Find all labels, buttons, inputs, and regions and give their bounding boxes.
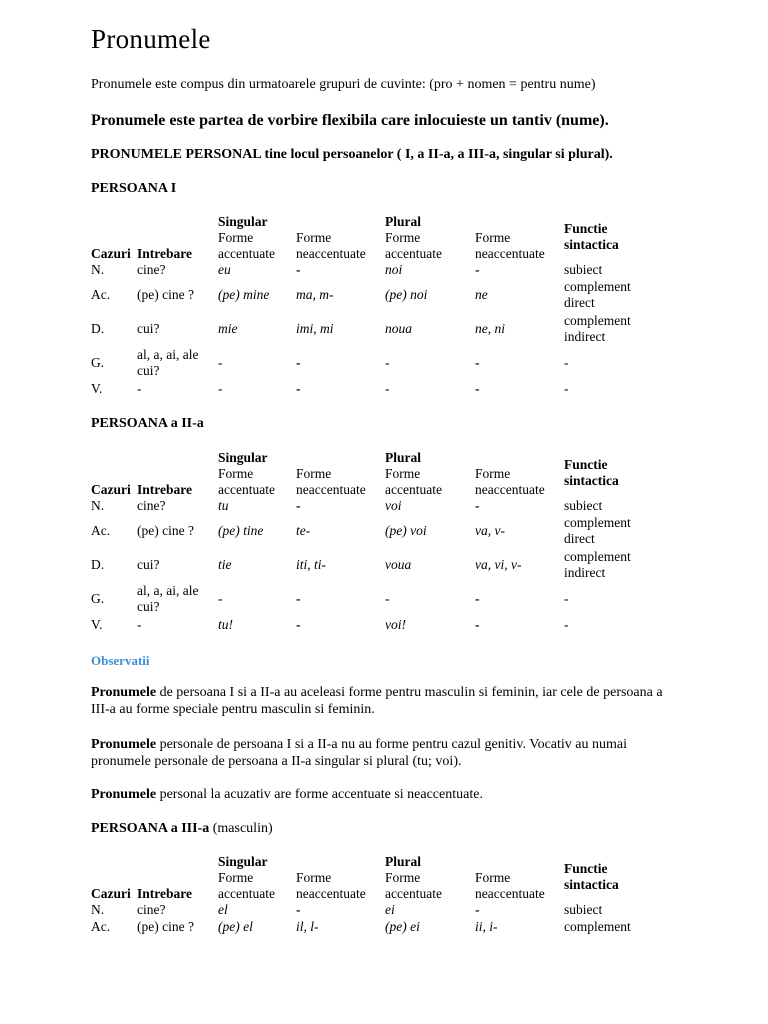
cell-intrebare: cine? — [137, 902, 166, 917]
cell-plural-accentuate: noua — [385, 321, 412, 336]
cell-singular-accentuate: tu — [218, 498, 229, 513]
cell-plural-accentuate: (pe) noi — [385, 287, 428, 302]
cell-intrebare: al, a, ai, ale cui? — [137, 347, 199, 378]
header-forme: Forme — [385, 870, 421, 885]
header-accentuate: accentuate — [385, 482, 442, 497]
page-title: Pronumele — [91, 24, 211, 54]
header-forme: Forme — [475, 466, 511, 481]
section-title-persoana-3 — [91, 820, 273, 837]
cell-plural-neaccentuate: - — [475, 355, 480, 370]
cell-intrebare: cui? — [137, 321, 160, 336]
header-functie-label: Functie — [564, 221, 608, 236]
cell-intrebare: cine? — [137, 262, 166, 277]
cell-intrebare: cui? — [137, 557, 160, 572]
cell-intrebare: (pe) cine ? — [137, 523, 194, 538]
cell-plural-neaccentuate: - — [475, 498, 480, 513]
table-row — [91, 346, 654, 380]
cell-singular-neaccentuate: - — [296, 498, 301, 513]
cell-functie: subiect — [564, 498, 603, 513]
header-cazuri: Cazuri — [91, 886, 131, 901]
cell-caz: V. — [91, 380, 103, 396]
header-plural-accentuate — [385, 852, 475, 902]
header-accentuate: accentuate — [385, 886, 442, 901]
cell-plural-neaccentuate: - — [475, 902, 480, 917]
table-row — [91, 312, 654, 346]
observation-2-bold: Pronumele — [91, 737, 157, 752]
observatii-heading: Observatii — [91, 653, 150, 668]
cell-functie: - — [564, 380, 569, 396]
cell-singular-accentuate: mie — [218, 321, 238, 336]
header-plural: Plural — [385, 214, 421, 229]
header-accentuate: accentuate — [218, 482, 275, 497]
header-sintactica-label: sintactica — [564, 237, 619, 252]
cell-singular-neaccentuate: te- — [296, 523, 311, 538]
cell-plural-neaccentuate: ne — [475, 287, 488, 302]
observation-3 — [91, 786, 671, 803]
header-forme: Forme — [475, 870, 511, 885]
observation-1-text: de persoana I si a II-a au aceleasi forme pentru masculin si feminin, iar cele de persoana a III-a au forme speciale pentru masculin si feminin. — [91, 685, 663, 717]
header-accentuate: accentuate — [218, 246, 275, 261]
cell-plural-neaccentuate: - — [475, 591, 480, 606]
cell-plural-neaccentuate: ii, i- — [475, 918, 498, 934]
cell-functie: complement indirect — [564, 313, 631, 344]
cell-functie: subiect — [564, 902, 603, 917]
header-neaccentuate: neaccentuate — [296, 886, 366, 901]
header-neaccentuate: neaccentuate — [475, 482, 545, 497]
table-row — [91, 380, 654, 397]
cell-singular-neaccentuate: - — [296, 591, 301, 606]
header-forme: Forme — [296, 466, 332, 481]
observation-2 — [91, 736, 671, 770]
header-intrebare: Intrebare — [137, 886, 192, 901]
header-forme: Forme — [296, 230, 332, 245]
cell-singular-neaccentuate: ma, m- — [296, 287, 334, 302]
cell-caz: G. — [91, 355, 105, 370]
header-singular: Singular — [218, 450, 268, 465]
cell-plural-accentuate: - — [385, 591, 390, 606]
table-row — [91, 262, 654, 278]
header-cazuri: Cazuri — [91, 482, 131, 497]
header-functie-label: Functie — [564, 861, 608, 876]
cell-plural-accentuate: (pe) ei — [385, 918, 420, 934]
table-persoana-1 — [91, 212, 654, 397]
section-title-persoana-3-sub: (masculin) — [209, 821, 273, 836]
cell-plural-neaccentuate: - — [475, 380, 480, 396]
cell-plural-accentuate: (pe) voi — [385, 523, 427, 538]
header-forme: Forme — [296, 870, 332, 885]
cell-singular-accentuate: tu! — [218, 616, 233, 632]
table-persoana-2 — [91, 448, 654, 633]
cell-functie: complement — [564, 918, 631, 934]
cell-caz: D. — [91, 321, 105, 336]
cell-plural-accentuate: - — [385, 355, 390, 370]
header-forme: Forme — [385, 230, 421, 245]
cell-functie: complement direct — [564, 279, 631, 310]
observation-1 — [91, 684, 671, 718]
table-row — [91, 498, 654, 514]
cell-caz: V. — [91, 616, 103, 632]
header-plural-accentuate — [385, 212, 475, 262]
header-plural: Plural — [385, 854, 421, 869]
header-singular-neaccentuate — [296, 852, 385, 902]
header-forme: Forme — [218, 466, 254, 481]
cell-caz: Ac. — [91, 918, 111, 934]
cell-caz: Ac. — [91, 287, 111, 302]
cell-singular-accentuate: (pe) el — [218, 918, 253, 934]
observation-3-bold: Pronumele — [91, 787, 157, 802]
header-singular-accentuate — [218, 852, 296, 902]
table-header-row — [91, 448, 654, 498]
cell-plural-accentuate: - — [385, 380, 390, 396]
personal-pronoun-line: PRONUMELE PERSONAL tine locul persoanelor ( I, a II-a, a III-a, singular si plural). — [91, 147, 613, 162]
cell-intrebare: - — [137, 616, 142, 632]
header-forme: Forme — [475, 230, 511, 245]
header-cazuri: Cazuri — [91, 246, 131, 261]
cell-plural-neaccentuate: ne, ni — [475, 321, 505, 336]
cell-caz: D. — [91, 557, 105, 572]
cell-caz: N. — [91, 902, 105, 917]
cell-singular-neaccentuate: - — [296, 902, 301, 917]
cell-singular-accentuate: el — [218, 902, 228, 917]
header-plural-accentuate — [385, 448, 475, 498]
header-singular-neaccentuate — [296, 448, 385, 498]
observation-2-text: personale de persoana I si a II-a nu au forme pentru cazul genitiv. Vocativ au numai pronumele personale de persoana a II-a singular si plural (tu; voi). — [91, 737, 627, 769]
header-functie-label: Functie — [564, 457, 608, 472]
cell-functie: - — [564, 355, 569, 370]
header-forme: Forme — [218, 870, 254, 885]
header-functie — [564, 852, 654, 902]
table-row — [91, 548, 654, 582]
header-intrebare: Intrebare — [137, 246, 192, 261]
table-persoana-3 — [91, 852, 654, 935]
cell-caz: Ac. — [91, 523, 111, 538]
table-row — [91, 616, 654, 633]
cell-singular-neaccentuate: iti, ti- — [296, 557, 326, 572]
cell-intrebare: (pe) cine ? — [137, 287, 194, 302]
cell-functie: complement indirect — [564, 549, 631, 580]
header-plural-neaccentuate — [475, 852, 564, 902]
header-neaccentuate: neaccentuate — [475, 246, 545, 261]
cell-caz: N. — [91, 498, 105, 513]
header-forme: Forme — [385, 466, 421, 481]
header-functie — [564, 448, 654, 498]
section-title-persoana-2: PERSOANA a II-a — [91, 416, 204, 431]
table-row — [91, 918, 654, 935]
cell-singular-accentuate: eu — [218, 262, 231, 277]
cell-singular-accentuate: - — [218, 591, 223, 606]
header-singular: Singular — [218, 854, 268, 869]
cell-plural-neaccentuate: - — [475, 616, 480, 632]
cell-functie: complement direct — [564, 515, 631, 546]
header-plural-neaccentuate — [475, 448, 564, 498]
table-row — [91, 902, 654, 918]
cell-singular-accentuate: - — [218, 355, 223, 370]
cell-singular-neaccentuate: il, l- — [296, 918, 319, 934]
header-accentuate: accentuate — [385, 246, 442, 261]
cell-intrebare: al, a, ai, ale cui? — [137, 583, 199, 614]
cell-plural-neaccentuate: - — [475, 262, 480, 277]
cell-singular-accentuate: (pe) tine — [218, 523, 264, 538]
definition-text: Pronumele este partea de vorbire flexibila care inlocuieste un tantiv (nume). — [91, 112, 609, 129]
table-row — [91, 582, 654, 616]
header-forme: Forme — [218, 230, 254, 245]
cell-functie: - — [564, 591, 569, 606]
header-functie — [564, 212, 654, 262]
cell-plural-accentuate: voi — [385, 498, 402, 513]
cell-caz: N. — [91, 262, 105, 277]
table-row — [91, 278, 654, 312]
cell-intrebare: (pe) cine ? — [137, 918, 194, 934]
section-title-persoana-1: PERSOANA I — [91, 181, 177, 196]
cell-plural-neaccentuate: va, v- — [475, 523, 505, 538]
header-singular-accentuate — [218, 212, 296, 262]
section-title-persoana-3-bold: PERSOANA a III-a — [91, 821, 210, 836]
cell-singular-neaccentuate: - — [296, 262, 301, 277]
cell-singular-accentuate: - — [218, 380, 223, 396]
cell-singular-neaccentuate: imi, mi — [296, 321, 334, 336]
cell-functie: - — [564, 616, 569, 632]
cell-singular-neaccentuate: - — [296, 355, 301, 370]
cell-plural-accentuate: voua — [385, 557, 412, 572]
header-singular: Singular — [218, 214, 268, 229]
header-plural: Plural — [385, 450, 421, 465]
cell-caz: G. — [91, 591, 105, 606]
cell-singular-neaccentuate: - — [296, 380, 301, 396]
table-row — [91, 514, 654, 548]
header-plural-neaccentuate — [475, 212, 564, 262]
cell-intrebare: - — [137, 380, 142, 396]
cell-plural-accentuate: noi — [385, 262, 403, 277]
header-neaccentuate: neaccentuate — [296, 482, 366, 497]
cell-singular-accentuate: tie — [218, 557, 232, 572]
cell-plural-accentuate: ei — [385, 902, 395, 917]
cell-plural-neaccentuate: va, vi, v- — [475, 557, 522, 572]
intro-text: Pronumele este compus din urmatoarele grupuri de cuvinte: (pro + nomen = pentru nume) — [91, 77, 596, 92]
header-singular-accentuate — [218, 448, 296, 498]
table-header-row — [91, 212, 654, 262]
observation-3-text: personal la acuzativ are forme accentuate si neaccentuate. — [156, 787, 483, 802]
cell-singular-neaccentuate: - — [296, 616, 301, 632]
cell-intrebare: cine? — [137, 498, 166, 513]
header-neaccentuate: neaccentuate — [296, 246, 366, 261]
header-intrebare: Intrebare — [137, 482, 192, 497]
header-neaccentuate: neaccentuate — [475, 886, 545, 901]
table-header-row — [91, 852, 654, 902]
cell-singular-accentuate: (pe) mine — [218, 287, 270, 302]
header-accentuate: accentuate — [218, 886, 275, 901]
cell-plural-accentuate: voi! — [385, 616, 406, 632]
header-sintactica-label: sintactica — [564, 473, 619, 488]
header-singular-neaccentuate — [296, 212, 385, 262]
cell-functie: subiect — [564, 262, 603, 277]
observation-1-bold: Pronumele — [91, 685, 157, 700]
header-sintactica-label: sintactica — [564, 877, 619, 892]
